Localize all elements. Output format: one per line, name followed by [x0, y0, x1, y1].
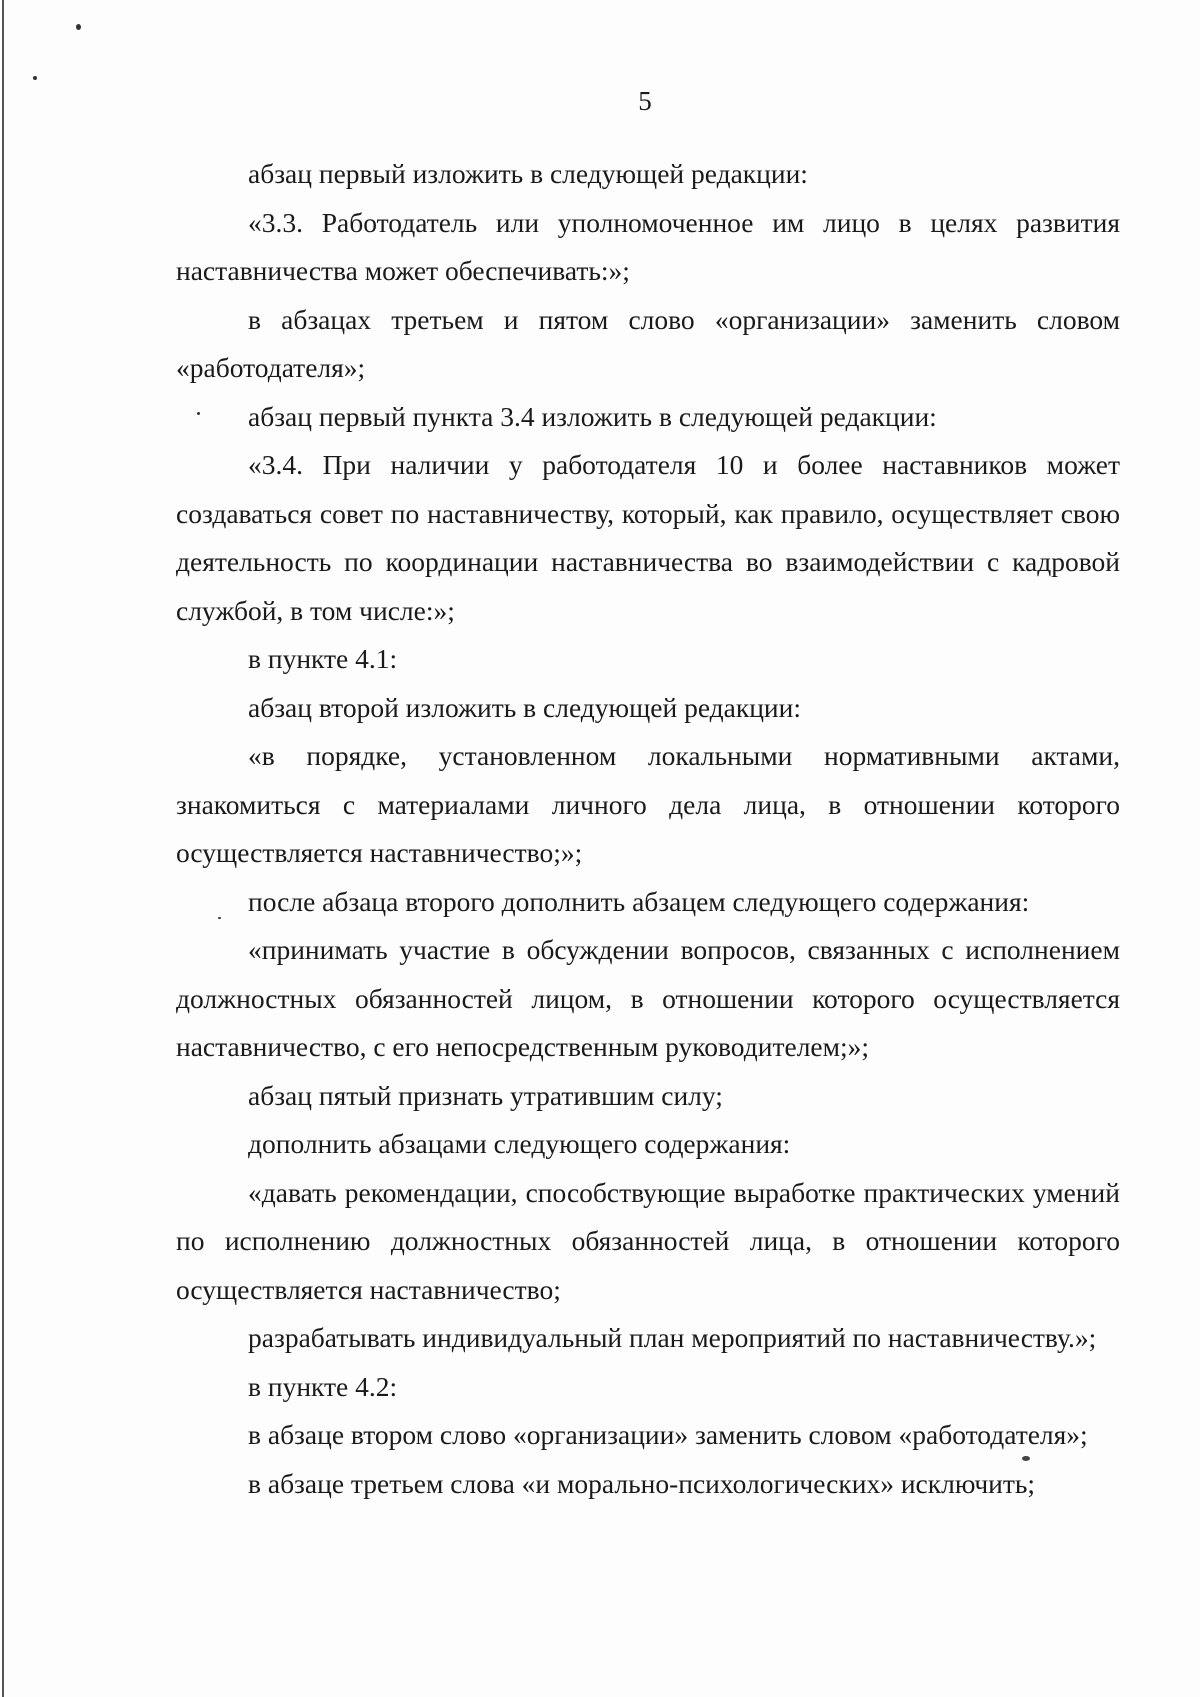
paragraph: «3.4. При наличии у работодателя 10 и более наставников может создаваться совет по наставничеству, который, как правило, осуществляет свою деятельность по координации наставничества во взаимодействии с кадровой службой, в том числе:»;	[176, 449, 1120, 626]
paragraph: абзац пятый признать утратившим силу;	[248, 1079, 723, 1111]
paragraph: в пункте 4.2:	[248, 1370, 398, 1402]
paragraph: «давать рекомендации, способствующие выработке практических умений по исполнению должностных обязанностей лица, в отношении которого осуществляется наставничество;	[176, 1176, 1120, 1305]
paragraph: «в порядке, установленном локальными нормативными актами, знакомиться с материалами личного дела лица, в отношении которого осуществляется наставничество;»;	[176, 740, 1120, 868]
paragraph: дополнить абзацами следующего содержания:	[248, 1128, 791, 1159]
page-number: 5	[638, 86, 652, 116]
paragraph: в абзаце втором слово «организации» заменить словом «работодателя»;	[248, 1419, 1088, 1450]
paragraph: после абзаца второго дополнить абзацем следующего содержания:	[248, 885, 1030, 917]
scan-left-edge	[2, 0, 4, 1697]
scan-speck	[76, 24, 81, 30]
paragraph: абзац второй изложить в следующей редакции:	[248, 691, 802, 723]
paragraph: «3.3. Работодатель или уполномоченное им лицо в целях развития наставничества может обеспечивать:»;	[176, 206, 1120, 286]
paragraph: в абзацах третьем и пятом слово «организации» заменить словом «работодателя»;	[176, 303, 1120, 383]
paragraph: разрабатывать индивидуальный план мероприятий по наставничеству.»;	[248, 1322, 1097, 1353]
scan-speck	[33, 76, 37, 80]
document-body	[176, 150, 1120, 1508]
paragraph: «принимать участие в обсуждении вопросов, связанных с исполнением должностных обязанностей лицом, в отношении которого осуществляется наставничество, с его непосредственным руководителем;»;	[176, 934, 1120, 1062]
paragraph: абзац первый пункта 3.4 изложить в следующей редакции:	[248, 400, 937, 432]
paragraph: в пункте 4.1:	[248, 643, 398, 674]
paragraph: в абзаце третьем слова «и морально-психологических» исключить;	[248, 1467, 1036, 1499]
paragraph: абзац первый изложить в следующей редакции:	[248, 158, 808, 189]
